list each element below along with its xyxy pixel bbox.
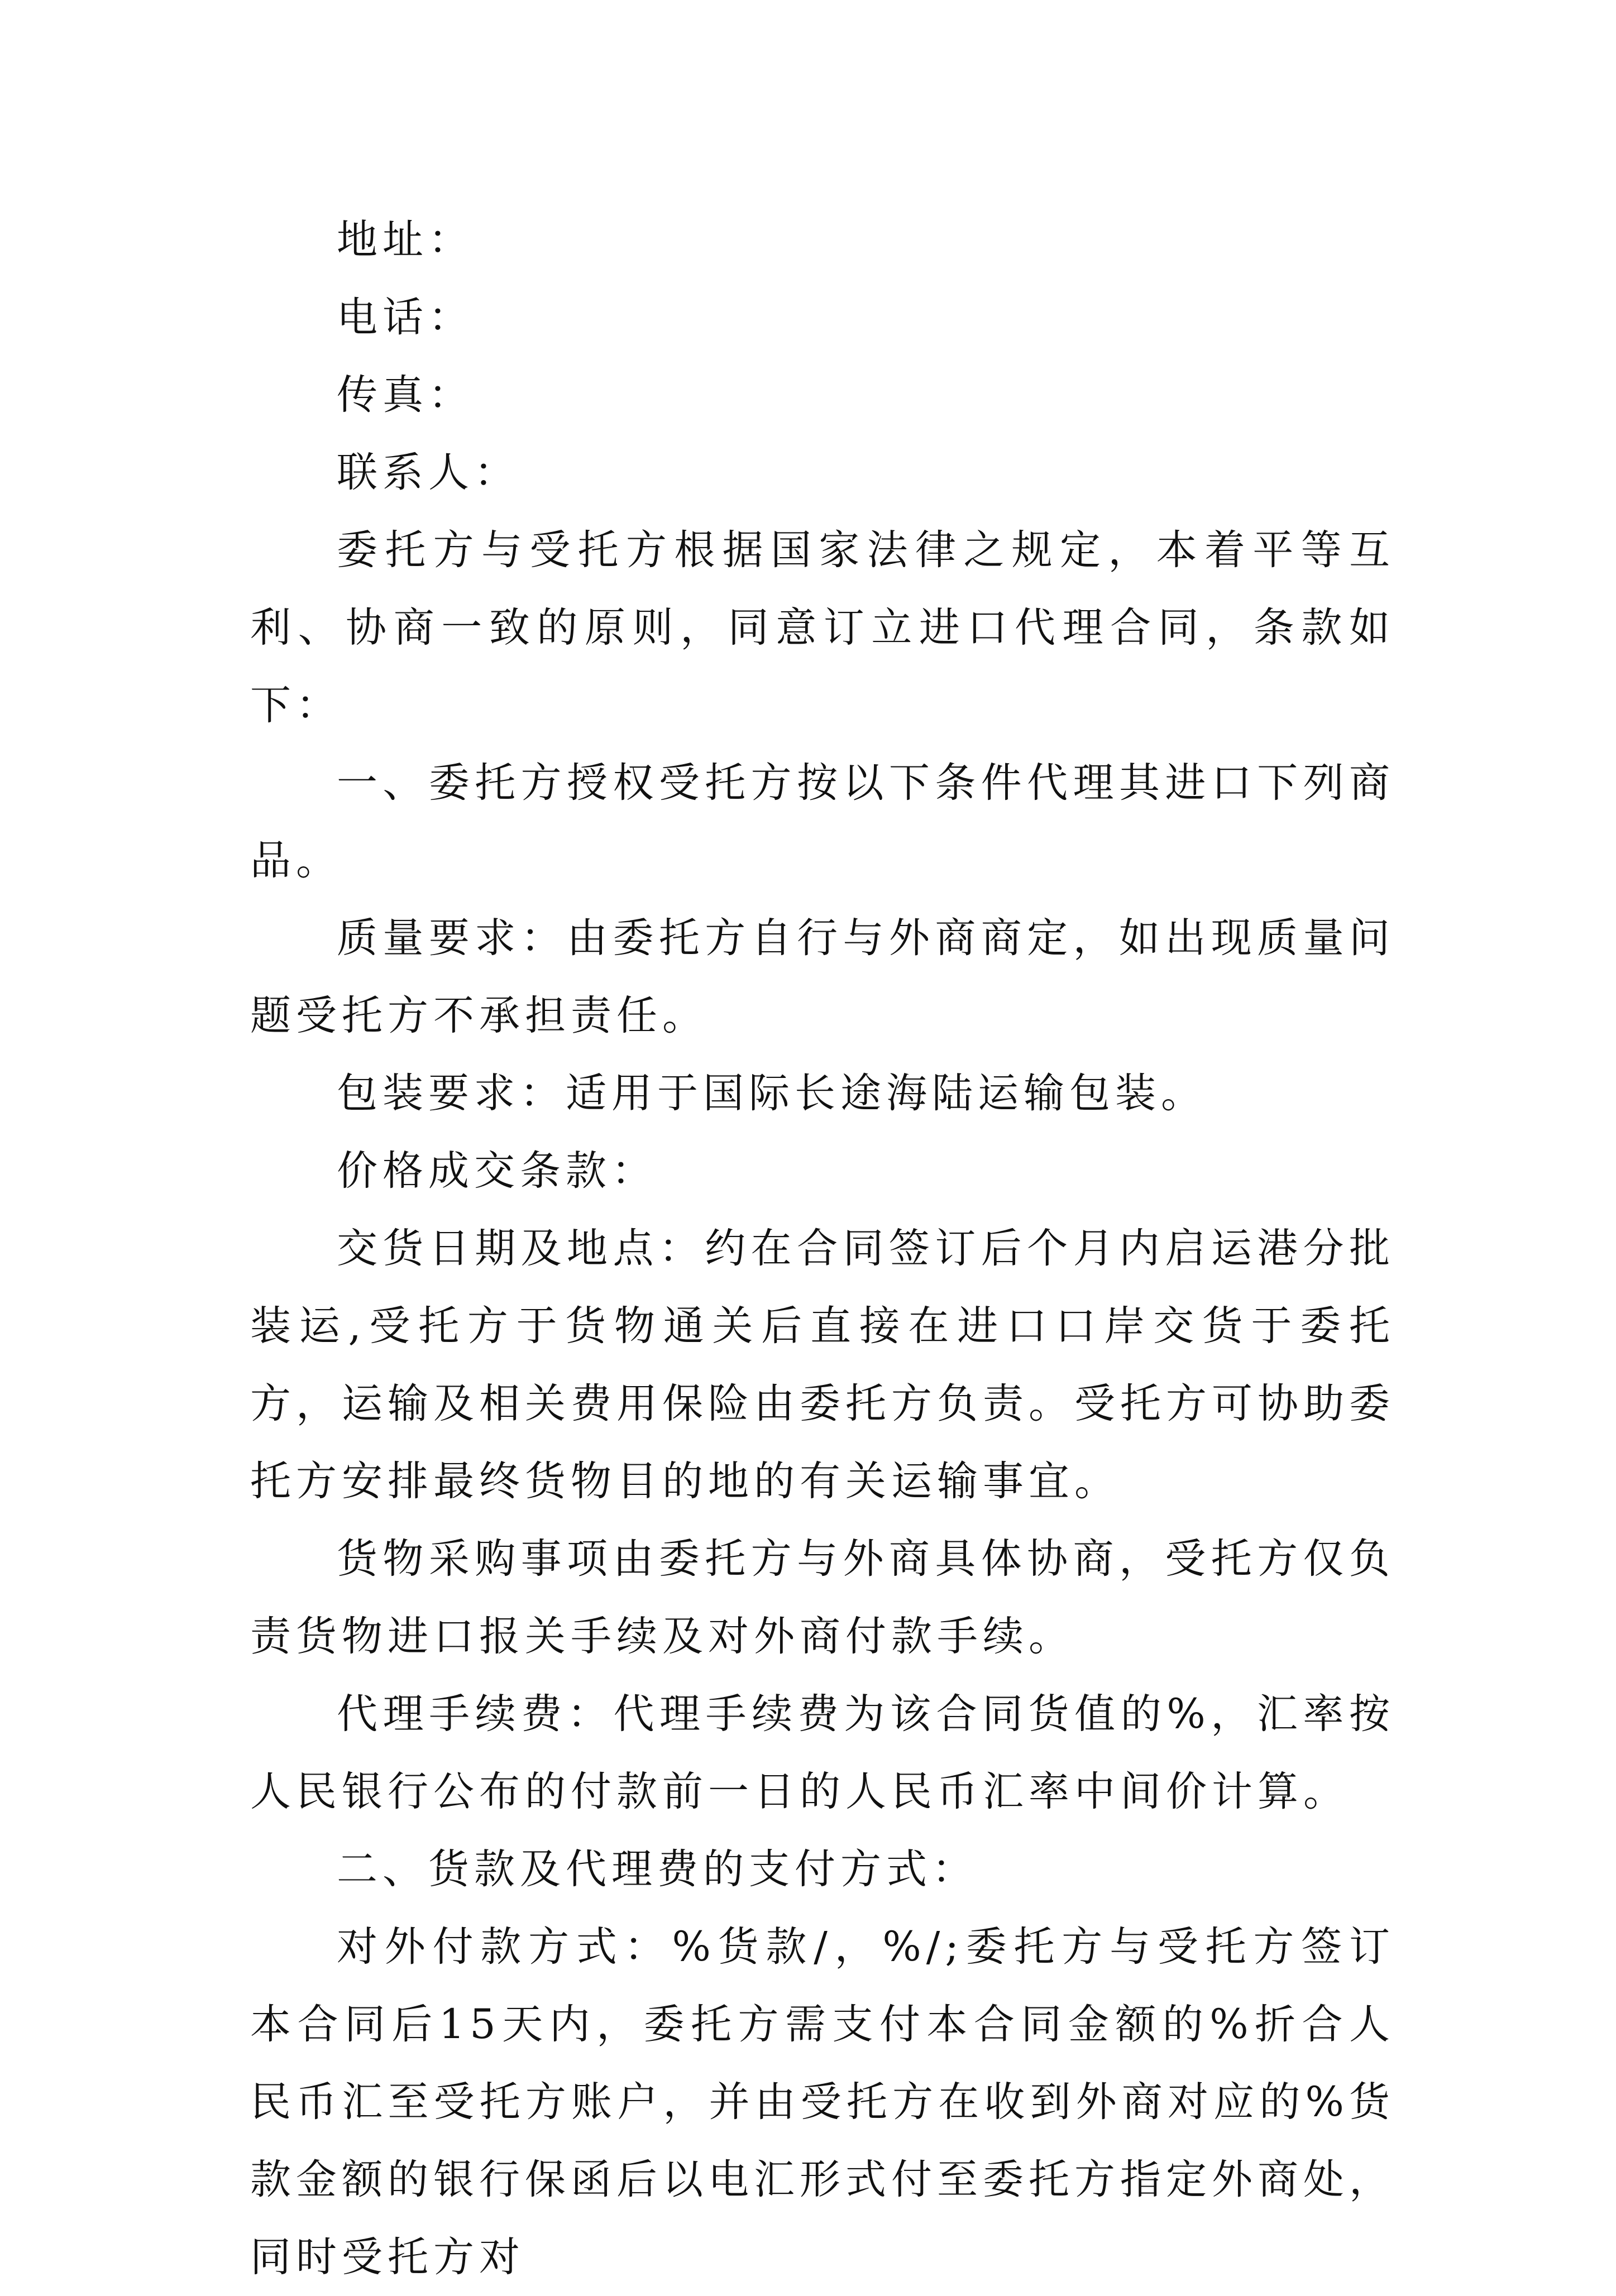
clause-two-heading: 二、货款及代理费的支付方式： [337,1846,978,1893]
contact-person-field: 联系人： [337,449,520,496]
packaging-requirements-paragraph: 包装要求：适用于国际长途海陆运输包装。 [337,1070,1207,1117]
phone-field: 电话： [337,294,474,341]
payment-method-paragraph: 对外付款方式：%货款/，%/;委托方与受托方签订本合同后15天内，委托方需支付本合同金额的%折合人民币汇至受托方账户，并由受托方在收到外商对应的%货款金额的银行保函后以电汇形式付至委托方指定外商处，同时受托方对 [250,1923,1395,2281]
price-terms-paragraph: 价格成交条款： [337,1147,657,1195]
fax-field: 传真： [337,371,474,419]
clause-one-heading: 一、委托方授权受托方按以下条件代理其进口下列商品。 [250,759,1395,884]
preamble-paragraph: 委托方与受托方根据国家法律之规定，本着平等互利、协商一致的原则，同意订立进口代理合同，条款如下： [250,526,1395,729]
address-field: 地址： [337,216,474,263]
contract-body [250,201,1395,2296]
quality-requirements-paragraph: 质量要求：由委托方自行与外商商定，如出现质量问题受托方不承担责任。 [250,914,1395,1039]
delivery-paragraph: 交货日期及地点：约在合同签订后个月内启运港分批装运,受托方于货物通关后直接在进口口岸交货于委托方，运输及相关费用保险由委托方负责。受托方可协助委托方安排最终货物目的地的有关运输事宜。 [250,1225,1395,1505]
procurement-paragraph: 货物采购事项由委托方与外商具体协商，受托方仅负责货物进口报关手续及对外商付款手续。 [250,1535,1395,1660]
agency-fee-paragraph: 代理手续费：代理手续费为该合同货值的%，汇率按人民银行公布的付款前一日的人民币汇率中间价计算。 [250,1690,1395,1815]
